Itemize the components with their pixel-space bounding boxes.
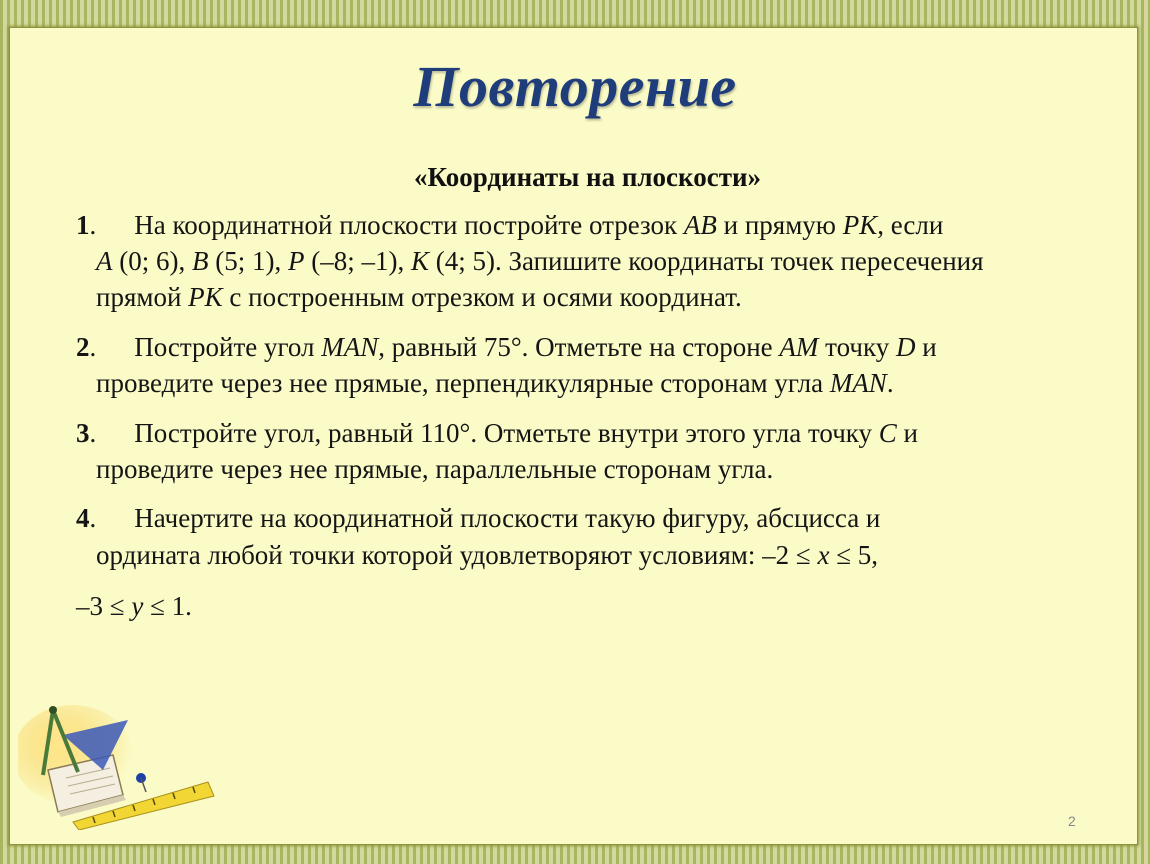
task-number: 2 bbox=[76, 332, 90, 362]
task-3-line-2: проведите через нее прямые, параллельные сторонам угла. bbox=[96, 454, 774, 484]
page-number: 2 bbox=[1068, 813, 1076, 829]
task-4-line-1: 4. Начертите на координатной плоскости такую фигуру, абсцисса и bbox=[76, 503, 881, 533]
task-4-line-3: –3 ≤ y ≤ 1. bbox=[76, 591, 192, 621]
slide-subtitle: «Координаты на плоскости» bbox=[413, 162, 762, 192]
task-1-line-1: 1. На координатной плоскости постройте отрезок AB и прямую PK, если bbox=[76, 210, 944, 240]
task-number: 4 bbox=[76, 503, 90, 533]
task-1-line-2: A (0; 6), B (5; 1), P (–8; –1), K (4; 5). Запишите координаты точек пересечения bbox=[96, 246, 984, 276]
task-number: 1 bbox=[76, 210, 90, 240]
task-number: 3 bbox=[76, 418, 90, 448]
task-2-line-1: 2. Постройте угол MAN, равный 75°. Отметьте на стороне AM точку D и bbox=[76, 332, 937, 362]
slide-title: Повторение bbox=[413, 54, 737, 119]
task-4-line-2: ордината любой точки которой удовлетворяют условиям: –2 ≤ x ≤ 5, bbox=[96, 540, 879, 570]
task-1-line-3: прямой PK с построенным отрезком и осями координат. bbox=[96, 282, 742, 312]
geometry-tools-icon bbox=[18, 700, 218, 830]
task-3-line-1: 3. Постройте угол, равный 110°. Отметьте внутри этого угла точку C и bbox=[76, 418, 918, 448]
task-2-line-2: проведите через нее прямые, перпендикулярные сторонам угла MAN. bbox=[96, 368, 894, 398]
